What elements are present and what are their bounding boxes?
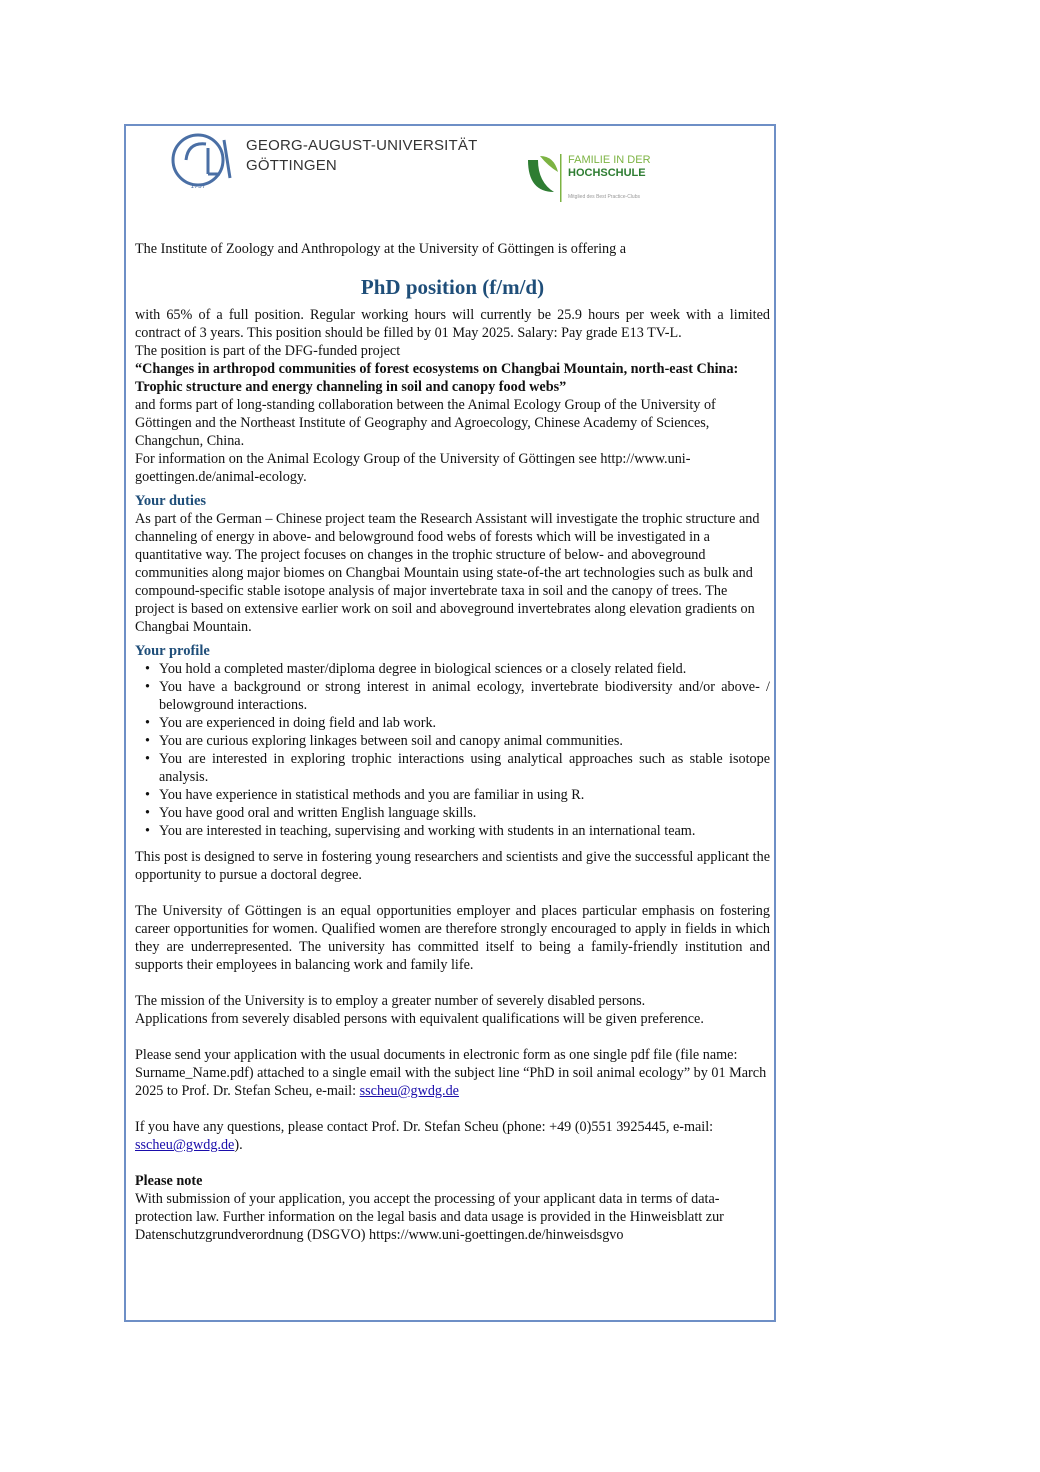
- svg-text:1737: 1737: [190, 183, 206, 190]
- family-tagline: Mitglied des Best Practice-Clubs: [568, 194, 640, 200]
- profile-heading: Your profile: [135, 643, 210, 659]
- post-text: This post is designed to serve in fostering young researchers and scientists and give the successful applicant the opportunity to pursue a doctoral degree.: [135, 849, 770, 883]
- family-logo: [524, 148, 654, 208]
- list-item: • You are curious exploring linkages between soil and canopy animal communities.: [159, 732, 770, 750]
- note-heading: Please note: [135, 1173, 203, 1189]
- list-item: • You are interested in teaching, supervising and working with students in an international team.: [159, 822, 770, 840]
- university-seal-icon: [168, 130, 238, 194]
- list-item: • You hold a completed master/diploma degree in biological sciences or a closely related field.: [159, 660, 770, 678]
- duties-heading: Your duties: [135, 493, 207, 509]
- family-text-2: HOCHSCHULE: [568, 167, 646, 179]
- family-text-1: FAMILIE: [568, 154, 611, 166]
- list-item: • You are interested in exploring trophic interactions using analytical approaches such as stable isotope analysis.: [159, 750, 770, 786]
- university-logo: [168, 130, 506, 194]
- profile-list: [135, 660, 770, 840]
- project-title: “Changes in arthropod communities of forest ecosystems on Changbai Mountain, north-east China: Trophic structure and energy channeling in soil and canopy food webs”: [135, 361, 739, 395]
- questions-text: [135, 1118, 770, 1154]
- family-leaf-icon: [524, 152, 564, 202]
- questions-end: ).: [234, 1137, 243, 1153]
- project-collaboration: and forms part of long-standing collaboration between the Animal Ecology Group of the University of Göttingen and the Northeast Institute of Geography and Agroecology, Chinese Academy of Sciences, Changchun, China.: [135, 397, 716, 449]
- note-text: With submission of your application, you accept the processing of your applicant data in terms of data-protection law. Further information on the legal basis and data usage is provided in the Hinweisblatt zur Datenschutzgrundverordnung (DSGVO) https://www.uni-goettingen.de/hinweisdsgvo: [135, 1191, 724, 1243]
- family-text-1b: IN DER: [613, 154, 651, 166]
- intro-text: The Institute of Zoology and Anthropology at the University of Göttingen is offering a: [135, 241, 627, 257]
- mission-line-2: Applications from severely disabled persons with equivalent qualifications will be given preference.: [135, 1011, 704, 1027]
- page-title: PhD position (f/m/d): [360, 275, 545, 299]
- project-intro: The position is part of the DFG-funded project: [135, 343, 401, 359]
- duties-text: As part of the German – Chinese project team the Research Assistant will investigate the trophic structure and channeling of energy in above- and belowground food webs of forests which will be investigated in a quantitative way. The project focuses on changes in the trophic structure of below- and aboveground communities along major biomes on Changbai Mountain using state-of-the art technologies such as bulk and compound-specific stable isotope analysis of major invertebrate taxa in soil and the canopy of trees. The project is based on extensive earlier work on soil and aboveground invertebrates along elevation gradients on Changbai Mountain.: [135, 511, 760, 635]
- document-body: [135, 240, 770, 1244]
- university-name-line2: GÖTTINGEN: [246, 157, 337, 174]
- application-body: Please send your application with the usual documents in electronic form as one single pdf file (file name: Surname_Name.pdf) attached to a single email with the subject line “PhD in soil animal ecology” by 01 March 2025 to Prof. Dr. Stefan Scheu, e-mail:: [135, 1047, 767, 1099]
- mission-line-1: The mission of the University is to employ a greater number of severely disabled persons.: [135, 993, 646, 1009]
- position-text: with 65% of a full position. Regular working hours will currently be 25.9 hours per week with a limited contract of 3 years. This position should be filled by 01 May 2025. Salary: Pay grade E13 TV-L.: [135, 307, 770, 341]
- application-text: [135, 1046, 770, 1100]
- university-name-line1: GEORG-AUGUST-UNIVERSITÄT: [246, 137, 478, 154]
- list-item: • You have a background or strong interest in animal ecology, invertebrate biodiversity and/or above- / belowground interactions.: [159, 678, 770, 714]
- questions-body: If you have any questions, please contact Prof. Dr. Stefan Scheu (phone: +49 (0)551 3925445, e-mail:: [135, 1119, 714, 1135]
- equal-opportunity-text: The University of Göttingen is an equal opportunities employer and places particular emphasis on fostering career opportunities for women. Qualified women are therefore strongly encouraged to apply in fields in which they are underrepresented. The university has committed itself to being a family-friendly institution and supports their employees in balancing work and family life.: [135, 903, 770, 973]
- questions-email-link[interactable]: sscheu@gwdg.de: [135, 1137, 235, 1153]
- list-item: • You are experienced in doing field and lab work.: [159, 714, 770, 732]
- list-item: • You have experience in statistical methods and you are familiar in using R.: [159, 786, 770, 804]
- list-item: • You have good oral and written English language skills.: [159, 804, 770, 822]
- project-info: For information on the Animal Ecology Group of the University of Göttingen see http://www.uni-goettingen.de/animal-ecology.: [135, 451, 691, 485]
- application-email-link[interactable]: sscheu@gwdg.de: [359, 1083, 459, 1099]
